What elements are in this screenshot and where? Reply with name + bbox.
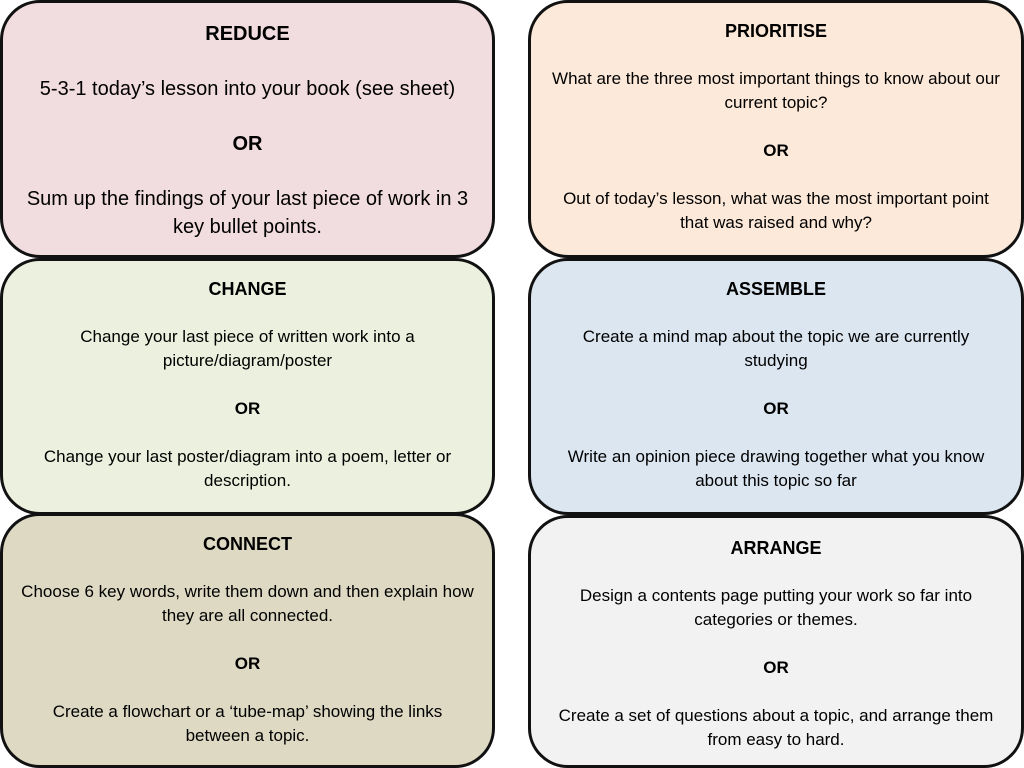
- card-prioritise: [528, 0, 1024, 258]
- card-title: REDUCE: [205, 23, 290, 45]
- option-two-text: Write an opinion piece drawing together what you know about this topic so far: [567, 447, 985, 490]
- option-two-text: Out of today’s lesson, what was the most important point that was raised and why?: [563, 189, 989, 232]
- option-two-text: Create a set of questions about a topic, and arrange them from easy to hard.: [558, 706, 994, 749]
- card-arrange: [528, 515, 1024, 768]
- card-title: ARRANGE: [730, 538, 822, 558]
- option-two-text: Change your last poster/diagram into a poem, letter or description.: [43, 447, 452, 490]
- card-title: ASSEMBLE: [725, 279, 826, 299]
- option-one-text: Create a mind map about the topic we are currently studying: [582, 327, 970, 370]
- option-two-text: Create a flowchart or a ‘tube-map’ showing the links between a topic.: [52, 702, 443, 745]
- or-separator: OR: [234, 654, 261, 673]
- option-two-text: Sum up the findings of your last piece of work in 3 key bullet points.: [26, 188, 469, 238]
- card-assemble: [528, 258, 1024, 515]
- option-one-text: Choose 6 key words, write them down and then explain how they are all connected.: [21, 582, 474, 625]
- option-one-text: What are the three most important things to know about our current topic?: [552, 69, 1000, 112]
- or-separator: OR: [763, 399, 789, 418]
- card-connect: [0, 513, 495, 768]
- card-title: CONNECT: [203, 534, 292, 554]
- card-title: PRIORITISE: [724, 21, 827, 41]
- option-one-text: Design a contents page putting your work so far into categories or themes.: [579, 586, 973, 629]
- card-reduce: [0, 0, 495, 258]
- or-separator: OR: [232, 133, 263, 155]
- card-change: [0, 258, 495, 515]
- card-title: CHANGE: [208, 279, 287, 299]
- or-separator: OR: [763, 658, 789, 677]
- option-one-text: Change your last piece of written work into a picture/diagram/poster: [80, 327, 415, 370]
- or-separator: OR: [234, 399, 261, 418]
- or-separator: OR: [763, 141, 789, 160]
- option-one-text: 5-3-1 today’s lesson into your book (see sheet): [39, 78, 456, 100]
